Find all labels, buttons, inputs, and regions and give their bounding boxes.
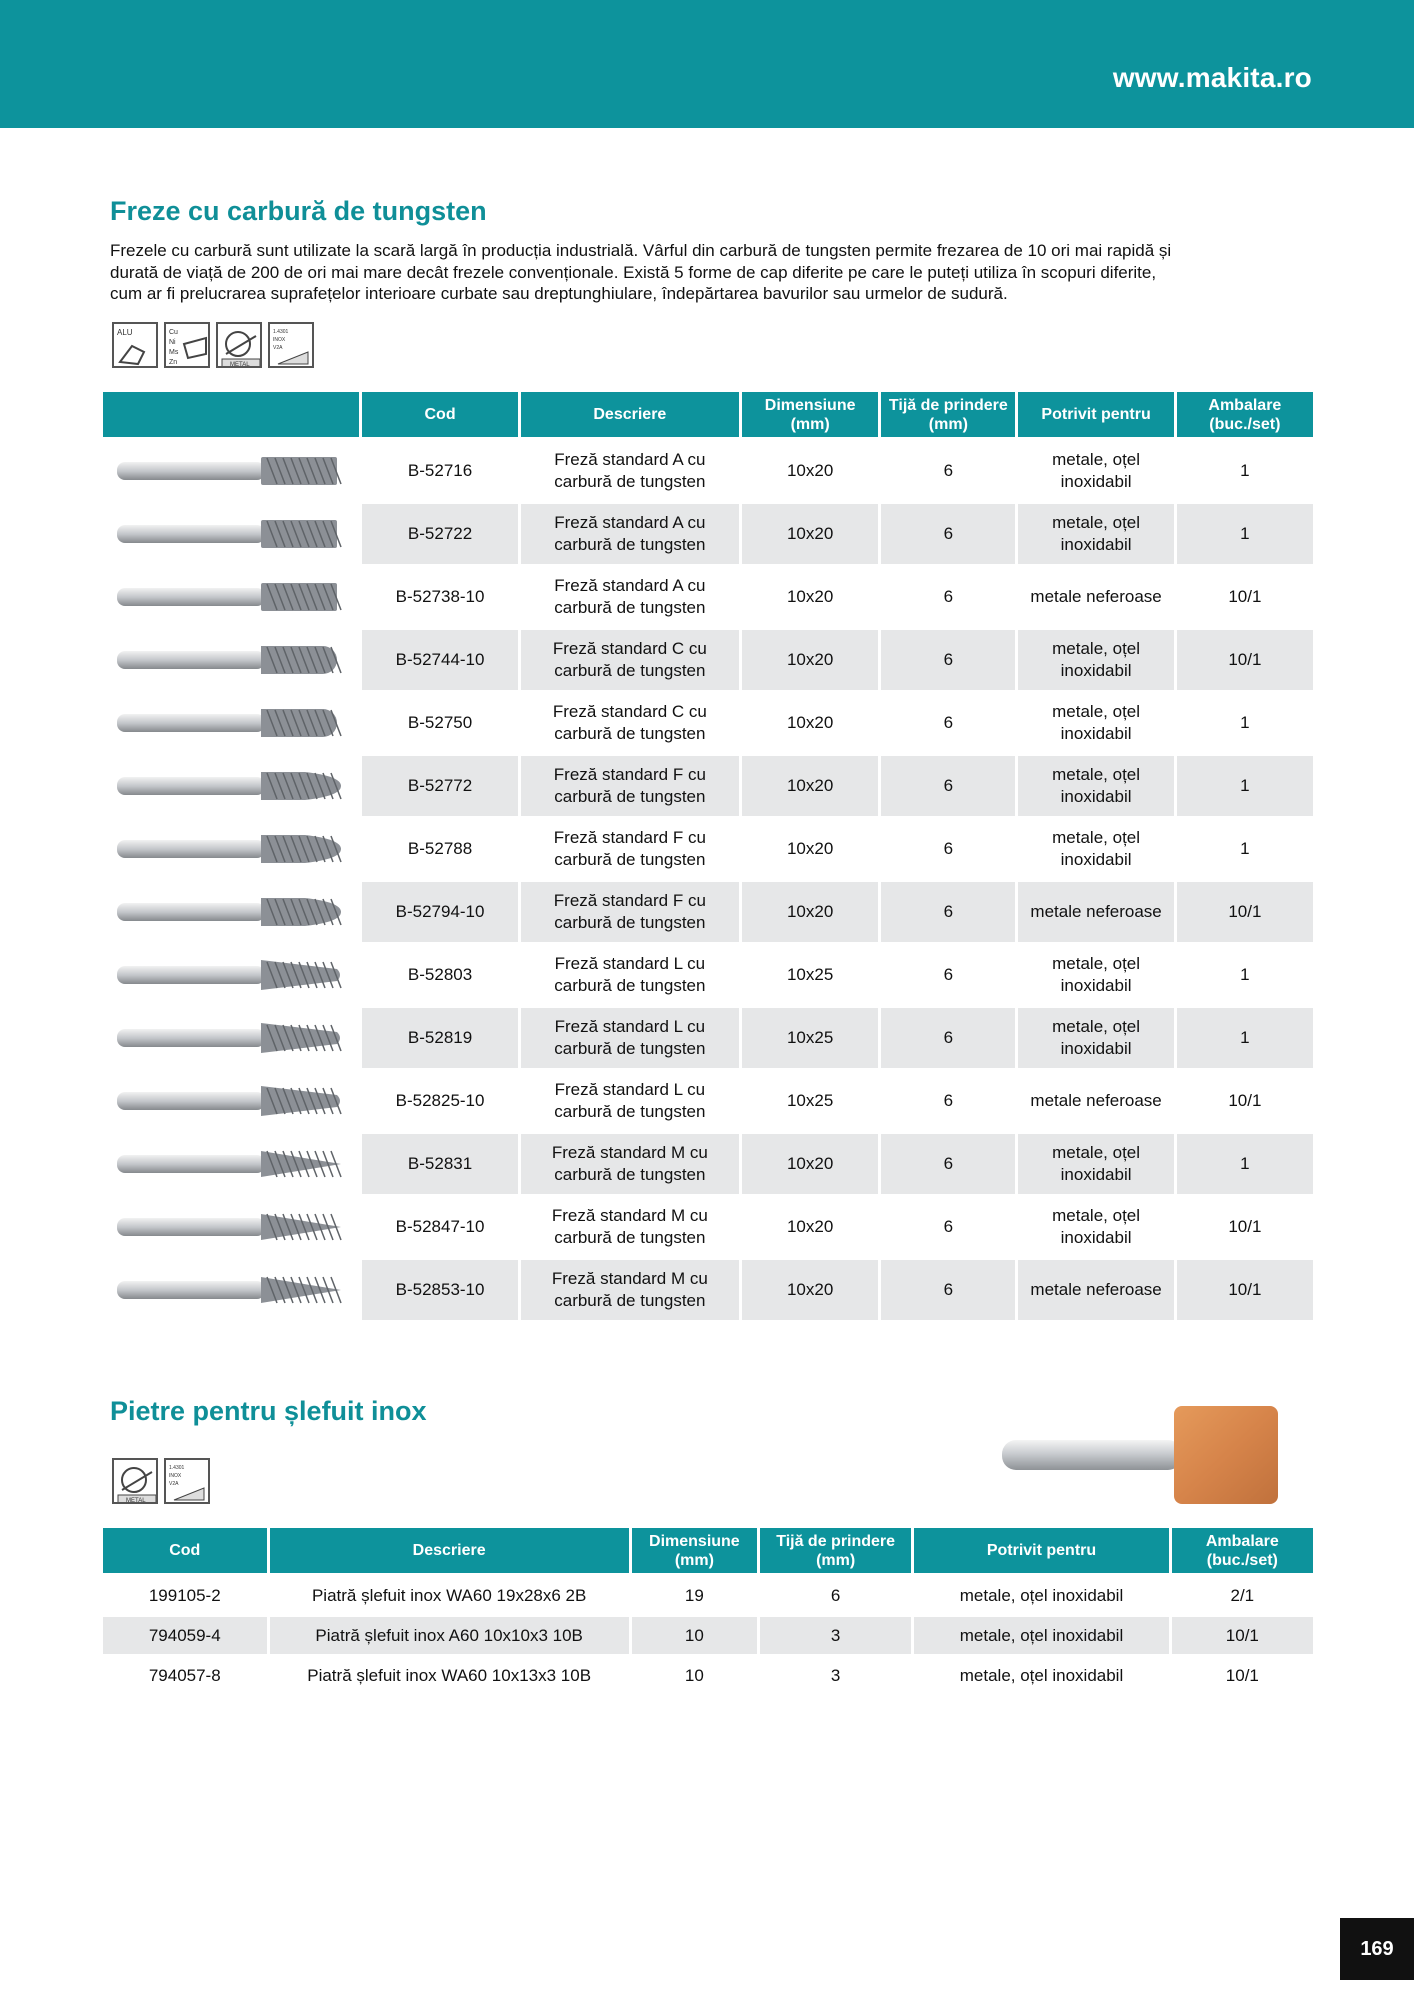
cell-tija: 6 xyxy=(881,1071,1015,1134)
desc-line-2: carbură de tungsten xyxy=(554,661,706,680)
desc-line-2: carbură de tungsten xyxy=(554,1291,706,1310)
burr-image xyxy=(103,1008,359,1071)
cell-tija: 6 xyxy=(881,819,1015,882)
cell-tija: 6 xyxy=(760,1577,911,1617)
cell-ambalare: 10/1 xyxy=(1177,1260,1313,1323)
pot-line-1: metale neferoase xyxy=(1030,1280,1162,1299)
cell-dimensiune: 10x20 xyxy=(742,819,878,882)
cell-ambalare: 10/1 xyxy=(1177,567,1313,630)
desc-line-2: carbură de tungsten xyxy=(554,1165,706,1184)
cu-ni-ms-zn-icon xyxy=(164,322,210,368)
cell-potrivit xyxy=(1018,693,1173,756)
header-potrivit: Potrivit pentru xyxy=(1018,392,1173,441)
cell-descriere xyxy=(521,441,739,504)
cell-descriere xyxy=(521,756,739,819)
cell-descriere xyxy=(521,567,739,630)
cell-tija: 6 xyxy=(881,693,1015,756)
desc-line-1: Freză standard L cu xyxy=(554,954,706,973)
cell-ambalare: 1 xyxy=(1177,1134,1313,1197)
svg-text:Zn: Zn xyxy=(169,359,178,366)
cell-cod: 199105-2 xyxy=(103,1577,267,1617)
cell-tija: 6 xyxy=(881,1134,1015,1197)
cell-cod: B-52716 xyxy=(362,441,517,504)
cell-ambalare: 10/1 xyxy=(1177,1071,1313,1134)
table-row xyxy=(103,882,1313,945)
cell-potrivit xyxy=(1018,882,1173,945)
cell-cod: B-52722 xyxy=(362,504,517,567)
cell-descriere xyxy=(521,693,739,756)
cell-dimensiune: 10x20 xyxy=(742,1197,878,1260)
table-row xyxy=(103,1134,1313,1197)
pot-line-1: metale, oțel xyxy=(1052,639,1141,658)
inox-icon xyxy=(268,322,314,368)
cell-ambalare: 1 xyxy=(1177,1008,1313,1071)
svg-text:Ni: Ni xyxy=(169,339,176,346)
cell-potrivit xyxy=(1018,819,1173,882)
header-dimensiune: Dimensiune (mm) xyxy=(632,1528,757,1577)
cell-potrivit xyxy=(1018,945,1173,1008)
cell-descriere xyxy=(521,504,739,567)
table-row xyxy=(103,1197,1313,1260)
inox-icon xyxy=(164,1458,210,1504)
material-icons-2 xyxy=(112,1458,210,1504)
header-ambalare: Ambalare (buc./set) xyxy=(1177,392,1313,441)
pot-line-1: metale, oțel xyxy=(1052,1206,1141,1225)
desc-line-1: Freză standard M cu xyxy=(551,1206,708,1225)
svg-text:1.4301: 1.4301 xyxy=(273,329,289,335)
burr-image xyxy=(103,1134,359,1197)
cell-potrivit xyxy=(1018,1197,1173,1260)
cell-tija: 6 xyxy=(881,945,1015,1008)
table-row xyxy=(103,441,1313,504)
metal-icon xyxy=(216,322,262,368)
table-row xyxy=(103,819,1313,882)
header-tija: Tijă de prindere (mm) xyxy=(881,392,1015,441)
pot-line-1: metale neferoase xyxy=(1030,1091,1162,1110)
table-row xyxy=(103,1260,1313,1323)
cell-ambalare: 1 xyxy=(1177,504,1313,567)
cell-dimensiune: 10x20 xyxy=(742,882,878,945)
svg-text:V2A: V2A xyxy=(273,345,283,351)
cell-potrivit xyxy=(1018,567,1173,630)
cell-ambalare: 10/1 xyxy=(1172,1617,1313,1657)
burr-image xyxy=(103,819,359,882)
desc-line-1: Freză standard A cu xyxy=(554,513,706,532)
table-row xyxy=(103,1071,1313,1134)
cell-cod: B-52831 xyxy=(362,1134,517,1197)
desc-line-1: Freză standard A cu xyxy=(554,576,706,595)
burr-image xyxy=(103,1197,359,1260)
header-ambalare: Ambalare (buc./set) xyxy=(1172,1528,1313,1577)
cell-cod: B-52750 xyxy=(362,693,517,756)
desc-line-1: Freză standard C cu xyxy=(552,702,707,721)
cell-descriere xyxy=(521,1260,739,1323)
cell-dimensiune: 10x20 xyxy=(742,567,878,630)
cell-cod: B-52853-10 xyxy=(362,1260,517,1323)
pot-line-2: inoxidabil xyxy=(1060,1165,1132,1184)
cell-tija: 6 xyxy=(881,1260,1015,1323)
svg-text:ALU: ALU xyxy=(117,328,133,337)
table-row xyxy=(103,1617,1313,1657)
table-row xyxy=(103,756,1313,819)
table-row xyxy=(103,1657,1313,1697)
section-title-grinding-stones: Pietre pentru șlefuit inox xyxy=(110,1396,427,1426)
cell-potrivit xyxy=(1018,1008,1173,1071)
cell-cod: B-52803 xyxy=(362,945,517,1008)
desc-line-2: carbură de tungsten xyxy=(554,535,706,554)
pot-line-2: inoxidabil xyxy=(1060,850,1132,869)
pot-line-1: metale, oțel xyxy=(1052,765,1141,784)
cell-ambalare: 10/1 xyxy=(1177,630,1313,693)
cell-ambalare: 10/1 xyxy=(1177,1197,1313,1260)
pot-line-1: metale, oțel xyxy=(1052,1143,1141,1162)
cell-dimensiune: 10 xyxy=(632,1657,757,1697)
desc-line-1: Freză standard M cu xyxy=(551,1269,708,1288)
cell-dimensiune: 10x20 xyxy=(742,756,878,819)
desc-line-2: carbură de tungsten xyxy=(554,913,706,932)
table-row xyxy=(103,693,1313,756)
desc-line-2: carbură de tungsten xyxy=(554,1228,706,1247)
table-row xyxy=(103,1008,1313,1071)
cell-dimensiune: 10x20 xyxy=(742,1134,878,1197)
cell-cod: 794057-8 xyxy=(103,1657,267,1697)
cell-descriere xyxy=(521,1134,739,1197)
cell-ambalare: 2/1 xyxy=(1172,1577,1313,1617)
cell-cod: B-52744-10 xyxy=(362,630,517,693)
pot-line-2: inoxidabil xyxy=(1060,787,1132,806)
burr-image xyxy=(103,882,359,945)
cell-dimensiune: 10x20 xyxy=(742,441,878,504)
header-tija: Tijă de prindere (mm) xyxy=(760,1528,911,1577)
pot-line-1: metale, oțel xyxy=(1052,1017,1141,1036)
burr-image xyxy=(103,567,359,630)
cell-dimensiune: 10x20 xyxy=(742,504,878,567)
grinding-stones-table xyxy=(100,1528,1316,1697)
desc-line-2: carbură de tungsten xyxy=(554,1039,706,1058)
header-descriere: Descriere xyxy=(521,392,739,441)
desc-line-2: carbură de tungsten xyxy=(554,472,706,491)
svg-text:INOX: INOX xyxy=(273,337,286,343)
desc-line-2: carbură de tungsten xyxy=(554,724,706,743)
desc-line-1: Freză standard L cu xyxy=(554,1017,706,1036)
cell-dimensiune: 10x25 xyxy=(742,1071,878,1134)
cell-dimensiune: 10 xyxy=(632,1617,757,1657)
burr-image xyxy=(103,441,359,504)
pot-line-1: metale neferoase xyxy=(1030,902,1162,921)
cell-potrivit xyxy=(1018,1260,1173,1323)
pot-line-1: metale, oțel xyxy=(1052,828,1141,847)
cell-tija: 3 xyxy=(760,1617,911,1657)
cell-potrivit: metale, oțel inoxidabil xyxy=(914,1617,1168,1657)
cell-tija: 6 xyxy=(881,756,1015,819)
header-cod: Cod xyxy=(362,392,517,441)
pot-line-1: metale, oțel xyxy=(1052,450,1141,469)
desc-line-1: Freză standard F cu xyxy=(553,765,706,784)
cell-ambalare: 1 xyxy=(1177,441,1313,504)
svg-text:Cu: Cu xyxy=(169,329,178,336)
cell-tija: 6 xyxy=(881,1197,1015,1260)
cell-cod: B-52819 xyxy=(362,1008,517,1071)
burr-image xyxy=(103,945,359,1008)
cell-potrivit xyxy=(1018,1134,1173,1197)
pot-line-2: inoxidabil xyxy=(1060,1228,1132,1247)
intro-paragraph: Frezele cu carbură sunt utilizate la scară largă în producția industrială. Vârful din carbură de tungsten permite frezarea de 10 ori mai rapidă și durată de viață de 200 de ori mai mare decât frezele convenționale. Există 5 forme de cap diferite pe care le puteți utiliza în scopuri diferite, cum ar fi prelucrarea suprafețelor interioare curbate sau dreptunghiulare, îndepărtarea bavurilor sau urmelor de sudură. xyxy=(110,241,1172,303)
cell-dimensiune: 10x20 xyxy=(742,693,878,756)
cell-descriere: Piatră șlefuit inox WA60 10x13x3 10B xyxy=(270,1657,629,1697)
svg-text:Ms: Ms xyxy=(169,349,179,356)
cell-tija: 6 xyxy=(881,567,1015,630)
cell-potrivit xyxy=(1018,1071,1173,1134)
cell-descriere: Piatră șlefuit inox WA60 19x28x6 2B xyxy=(270,1577,629,1617)
cell-cod: B-52738-10 xyxy=(362,567,517,630)
material-icons-1 xyxy=(112,322,314,368)
section-title-carbide-burrs: Freze cu carbură de tungsten xyxy=(110,196,487,226)
pot-line-1: metale, oțel xyxy=(1052,954,1141,973)
metal-icon xyxy=(112,1458,158,1504)
cell-potrivit: metale, oțel inoxidabil xyxy=(914,1657,1168,1697)
pot-line-1: metale, oțel xyxy=(1052,702,1141,721)
svg-text:METAL: METAL xyxy=(230,362,250,368)
pot-line-1: metale, oțel xyxy=(1052,513,1141,532)
burr-image xyxy=(103,1260,359,1323)
svg-text:V2A: V2A xyxy=(169,1481,179,1487)
cell-cod: B-52794-10 xyxy=(362,882,517,945)
desc-line-1: Freză standard M cu xyxy=(551,1143,708,1162)
cell-cod: B-52788 xyxy=(362,819,517,882)
header-potrivit: Potrivit pentru xyxy=(914,1528,1168,1577)
burr-image xyxy=(103,1071,359,1134)
cell-tija: 6 xyxy=(881,1008,1015,1071)
cell-descriere xyxy=(521,1008,739,1071)
pot-line-2: inoxidabil xyxy=(1060,1039,1132,1058)
cell-cod: B-52825-10 xyxy=(362,1071,517,1134)
table-row xyxy=(103,630,1313,693)
cell-dimensiune: 10x25 xyxy=(742,945,878,1008)
burr-image xyxy=(103,693,359,756)
header-descriere: Descriere xyxy=(270,1528,629,1577)
cell-descriere xyxy=(521,1197,739,1260)
cell-tija: 3 xyxy=(760,1657,911,1697)
burr-image xyxy=(103,504,359,567)
desc-line-2: carbură de tungsten xyxy=(554,850,706,869)
table-row xyxy=(103,504,1313,567)
cell-potrivit xyxy=(1018,441,1173,504)
cell-cod: 794059-4 xyxy=(103,1617,267,1657)
table-row xyxy=(103,567,1313,630)
page-number: 169 xyxy=(1340,1918,1414,1980)
site-url[interactable]: www.makita.ro xyxy=(1112,62,1312,93)
cell-cod: B-52772 xyxy=(362,756,517,819)
pot-line-2: inoxidabil xyxy=(1060,661,1132,680)
pot-line-1: metale neferoase xyxy=(1030,587,1162,606)
cell-potrivit xyxy=(1018,756,1173,819)
desc-line-1: Freză standard C cu xyxy=(552,639,707,658)
alu-icon xyxy=(112,322,158,368)
cell-descriere xyxy=(521,1071,739,1134)
desc-line-2: carbură de tungsten xyxy=(554,1102,706,1121)
desc-line-1: Freză standard A cu xyxy=(554,450,706,469)
pot-line-2: inoxidabil xyxy=(1060,472,1132,491)
desc-line-2: carbură de tungsten xyxy=(554,976,706,995)
cell-ambalare: 1 xyxy=(1177,819,1313,882)
svg-text:METAL: METAL xyxy=(126,1498,146,1504)
cell-dimensiune: 19 xyxy=(632,1577,757,1617)
cell-ambalare: 10/1 xyxy=(1177,882,1313,945)
cell-descriere: Piatră șlefuit inox A60 10x10x3 10B xyxy=(270,1617,629,1657)
cell-potrivit xyxy=(1018,504,1173,567)
desc-line-2: carbură de tungsten xyxy=(554,787,706,806)
cell-tija: 6 xyxy=(881,882,1015,945)
table-row xyxy=(103,945,1313,1008)
table-row xyxy=(103,1577,1313,1617)
cell-ambalare: 1 xyxy=(1177,756,1313,819)
cell-ambalare: 1 xyxy=(1177,945,1313,1008)
pot-line-2: inoxidabil xyxy=(1060,724,1132,743)
cell-descriere xyxy=(521,819,739,882)
desc-line-1: Freză standard F cu xyxy=(553,891,706,910)
svg-text:1.4301: 1.4301 xyxy=(169,1465,185,1471)
cell-cod: B-52847-10 xyxy=(362,1197,517,1260)
cell-tija: 6 xyxy=(881,504,1015,567)
cell-potrivit xyxy=(1018,630,1173,693)
cell-tija: 6 xyxy=(881,630,1015,693)
grinding-stone-image xyxy=(998,1404,1284,1508)
header-image xyxy=(103,392,359,441)
svg-text:INOX: INOX xyxy=(169,1473,182,1479)
desc-line-2: carbură de tungsten xyxy=(554,598,706,617)
cell-descriere xyxy=(521,630,739,693)
pot-line-2: inoxidabil xyxy=(1060,535,1132,554)
cell-ambalare: 1 xyxy=(1177,693,1313,756)
burr-image xyxy=(103,756,359,819)
burr-image xyxy=(103,630,359,693)
carbide-burrs-table xyxy=(100,392,1316,1323)
desc-line-1: Freză standard F cu xyxy=(553,828,706,847)
cell-potrivit: metale, oțel inoxidabil xyxy=(914,1577,1168,1617)
header-cod: Cod xyxy=(103,1528,267,1577)
desc-line-1: Freză standard L cu xyxy=(554,1080,706,1099)
pot-line-2: inoxidabil xyxy=(1060,976,1132,995)
cell-dimensiune: 10x25 xyxy=(742,1008,878,1071)
cell-tija: 6 xyxy=(881,441,1015,504)
header-dimensiune: Dimensiune (mm) xyxy=(742,392,878,441)
cell-descriere xyxy=(521,945,739,1008)
cell-ambalare: 10/1 xyxy=(1172,1657,1313,1697)
cell-descriere xyxy=(521,882,739,945)
cell-dimensiune: 10x20 xyxy=(742,630,878,693)
cell-dimensiune: 10x20 xyxy=(742,1260,878,1323)
